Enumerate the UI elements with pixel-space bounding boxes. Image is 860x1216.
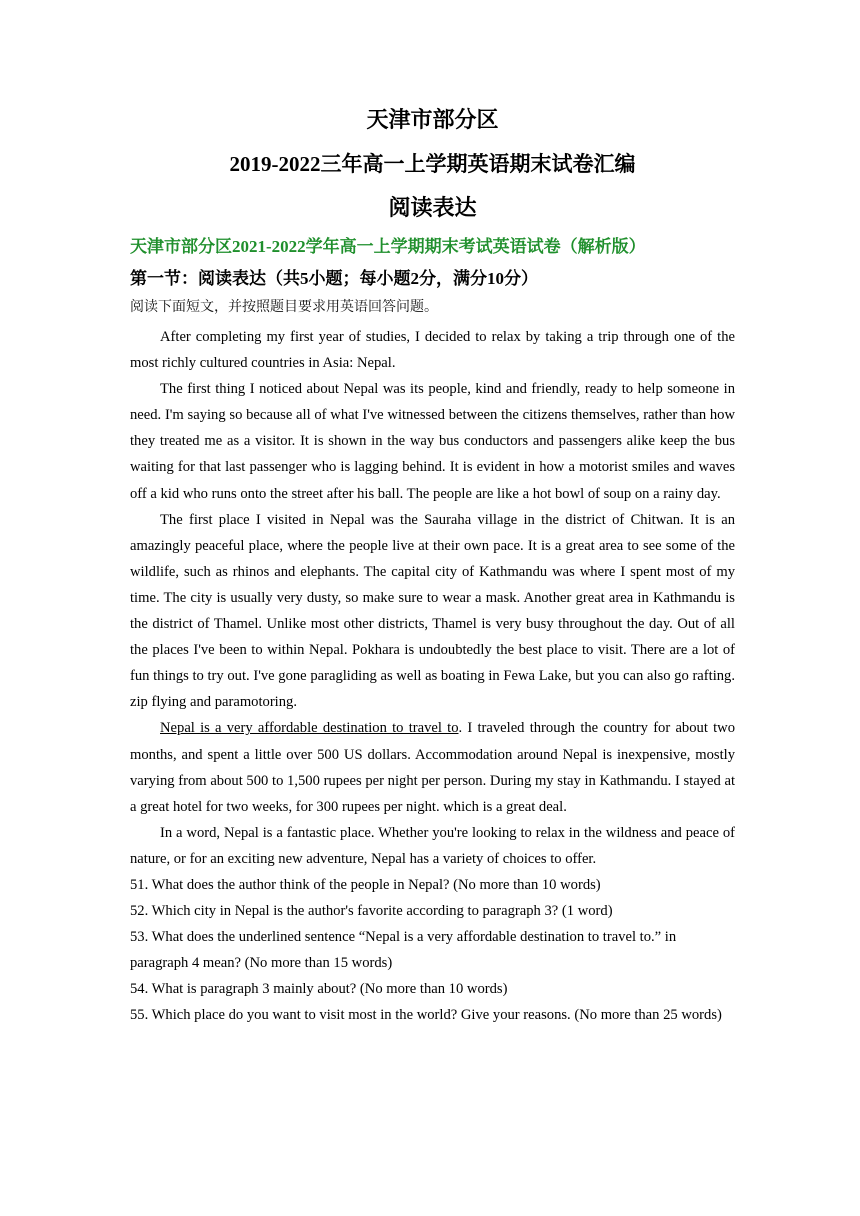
passage-paragraph-3: The first place I visited in Nepal was the Sauraha village in the district of Chitwan. It is an amazingly peaceful place, where the people live at their own pace. It is a great area to see some of the wildlife, such as rhinos and elephants. The capital city of Kathmandu was where I spent most of my time. The city is usually very dusty, so make sure to wear a mask. Another great area in Kathmandu is the district of Thamel. Unlike most other districts, Thamel is very busy throughout the day. Out of all the places I've been to within Nepal. Pokhara is undoubtedly the best place to visit. There are a lot of fun things to try out. I've gone paragliding as well as boating in Fewa Lake, but you can also go rafting. zip flying and paramotoring. — [130, 511, 735, 711]
question-53: 53. What does the underlined sentence “Nepal is a very affordable destination to travel to.” in paragraph 4 mean? (No more than 15 words) — [130, 929, 677, 972]
passage-paragraph-5: In a word, Nepal is a fantastic place. Whether you're looking to relax in the wildness and peace of nature, or for an exciting new adventure, Nepal has a variety of choices to offer. — [130, 824, 735, 867]
question-list — [130, 872, 735, 1029]
passage-paragraph-1: After completing my first year of studies, I decided to relax by taking a trip through one of the most richly cultured countries in Asia: Nepal. — [130, 329, 735, 372]
passage-paragraph-4 — [130, 715, 735, 819]
topic-title: 阅读表达 — [388, 195, 477, 220]
reading-passage — [130, 324, 735, 872]
passage-paragraph-2: The first thing I noticed about Nepal was its people, kind and friendly, ready to help someone in need. I'm saying so because all of what I've witnessed between the citizens themselves, rather than how they treated me as a visitor. It is shown in the way bus conductors and passengers alike keep the bus waiting for that last passenger who is lagging behind. It is evident in how a motorist smiles and waves off a kid who runs onto the street after his ball. The people are like a hot bowl of soup on a rainy day. — [130, 381, 735, 502]
underlined-sentence: Nepal is a very affordable destination to travel to — [160, 720, 459, 737]
instruction: 阅读下面短文，并按照题目要求用英语回答问题。 — [130, 300, 438, 315]
question-54: 54. What is paragraph 3 mainly about? (No more than 10 words) — [130, 981, 508, 998]
question-55: 55. Which place do you want to visit most in the world? Give your reasons. (No more than 25 words) — [130, 1007, 722, 1024]
question-52: 52. Which city in Nepal is the author's favorite according to paragraph 3? (1 word) — [130, 903, 613, 920]
source-line: 天津市部分区2021-2022学年高一上学期期末考试英语试卷（解析版） — [130, 237, 646, 256]
region-title: 天津市部分区 — [366, 107, 499, 132]
collection-title: 2019-2022三年高一上学期英语期末试卷汇编 — [229, 152, 636, 176]
question-51: 51. What does the author think of the people in Nepal? (No more than 10 words) — [130, 876, 601, 893]
paragraph-4-rest: . I traveled through the country for about two months, and spent a little over 500 US dollars. Accommodation around Nepal is inexpensive, mostly varying from about 500 to 1,500 rupees per night per person. During my stay in Kathmandu. I stayed at a great hotel for two weeks, for 300 rupees per night. which is a great deal. — [130, 720, 735, 815]
section-title: 第一节：阅读表达（共5小题；每小题2分，满分10分） — [130, 269, 538, 288]
document-page — [130, 104, 735, 1029]
